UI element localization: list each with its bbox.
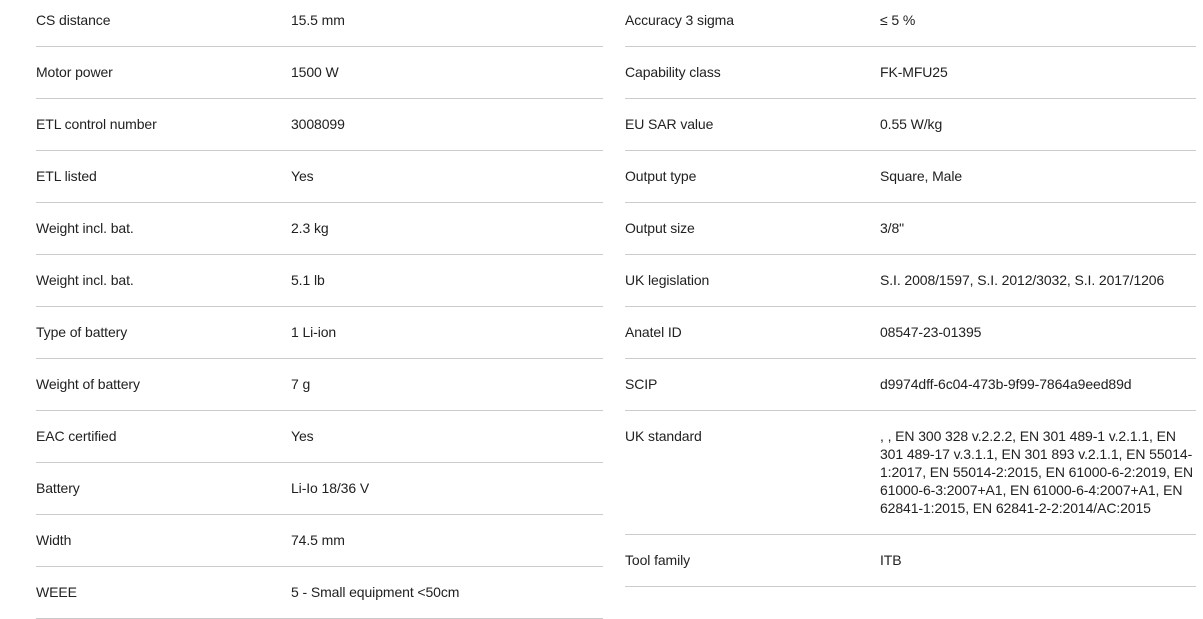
spec-value: 08547-23-01395 [880,324,982,340]
spec-row [36,411,603,463]
spec-row [625,0,1196,47]
spec-row [36,0,603,47]
spec-label: Tool family [625,552,691,568]
spec-label: Motor power [36,64,113,80]
spec-value: ITB [880,552,902,568]
spec-row [36,359,603,411]
spec-label: ETL listed [36,168,97,184]
spec-label: Capability class [625,64,721,80]
spec-label: UK standard [625,428,702,444]
spec-row [36,255,603,307]
spec-label: UK legislation [625,272,710,288]
spec-label: WEEE [36,584,77,600]
spec-label: EU SAR value [625,116,714,132]
spec-row [36,203,603,255]
spec-value: 3/8" [880,220,905,236]
spec-label: ETL control number [36,116,157,132]
spec-value: Yes [291,168,314,184]
spec-row [36,567,603,619]
spec-label: CS distance [36,12,111,28]
spec-row [625,359,1196,411]
spec-column-left [36,0,603,619]
spec-value: 5 - Small equipment <50cm [291,584,460,600]
spec-label: Type of battery [36,324,128,340]
spec-row [625,203,1196,255]
spec-row [625,99,1196,151]
spec-label: Weight incl. bat. [36,220,134,236]
spec-row [625,307,1196,359]
spec-row [625,255,1196,307]
spec-column-right [625,0,1196,587]
spec-value: , , EN 300 328 v.2.2.2, EN 301 489-1 v.2.1.1, EN 301 489-17 v.3.1.1, EN 301 893 v.2.1.1, EN 55014-1:2017, EN 55014-2:2015, EN 61000-6-2:2019, EN 61000-6-3:2007+A1, EN 61000-6-4:2007+A1, EN 62841-1:2015, EN 62841-2-2:2014/AC:2015 [880,428,1193,516]
spec-row [36,515,603,567]
spec-value: 1500 W [291,64,339,80]
spec-row [36,307,603,359]
spec-value: 0.55 W/kg [880,116,943,132]
spec-value: S.I. 2008/1597, S.I. 2012/3032, S.I. 2017/1206 [880,272,1165,288]
spec-label: Weight of battery [36,376,140,392]
spec-label: Output size [625,220,695,236]
spec-value: d9974dff-6c04-473b-9f99-7864a9eed89d [880,376,1132,392]
spec-value: FK-MFU25 [880,64,948,80]
spec-value: Square, Male [880,168,963,184]
spec-label: Width [36,532,72,548]
spec-label: SCIP [625,376,658,392]
spec-row [625,535,1196,587]
spec-row [625,47,1196,99]
spec-row [36,47,603,99]
spec-label: Battery [36,480,80,496]
spec-value: 7 g [291,376,311,392]
spec-value: Li-Io 18/36 V [291,480,370,496]
spec-row [36,463,603,515]
spec-row [625,411,1196,535]
spec-value: 2.3 kg [291,220,329,236]
spec-label: EAC certified [36,428,117,444]
spec-value: Yes [291,428,314,444]
spec-label: Output type [625,168,697,184]
spec-value: 15.5 mm [291,12,345,28]
spec-row [36,151,603,203]
spec-row [625,151,1196,203]
spec-row [36,99,603,151]
spec-value: 5.1 lb [291,272,325,288]
spec-value: 74.5 mm [291,532,345,548]
spec-value: ≤ 5 % [880,12,916,28]
spec-label: Accuracy 3 sigma [625,12,734,28]
spec-value: 1 Li-ion [291,324,337,340]
spec-label: Anatel ID [625,324,682,340]
spec-label: Weight incl. bat. [36,272,134,288]
spec-value: 3008099 [291,116,345,132]
